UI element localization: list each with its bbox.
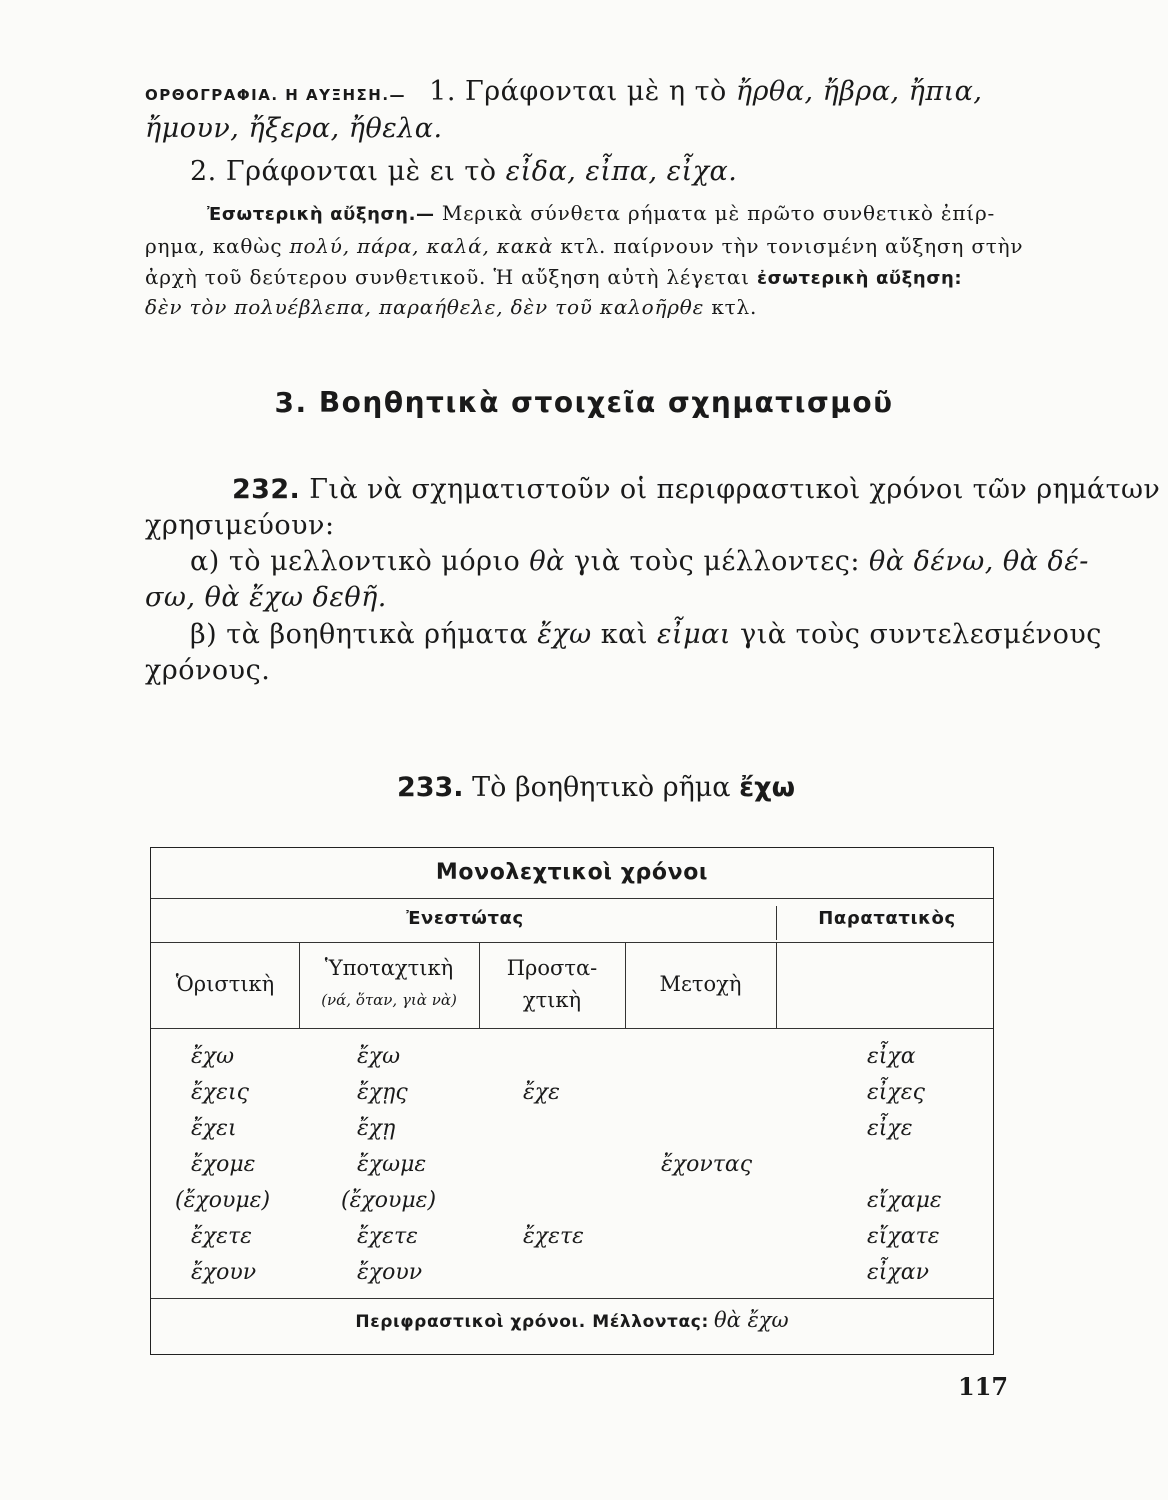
internal-line-2 <box>145 234 1024 258</box>
rule2-words: εἶδα, εἶπα, εἶχα. <box>505 156 738 187</box>
rule2-prefix: 2. Γράφονται μὲ ει τὸ <box>190 156 497 187</box>
internal-examples: δὲν τὸν πολυέβλεπα, παραήθελε, δὲν τοῦ καλοῆρθε <box>145 295 705 319</box>
p232-a-mid: γιὰ τοὺς μέλλοντες: <box>574 546 860 577</box>
conjugation-table <box>150 847 994 1355</box>
p232-number: 232. <box>232 474 301 505</box>
indicative-form: (ἔχουμε) <box>175 1188 271 1213</box>
table-title: Μονολεχτικοὶ χρόνοι <box>435 860 709 885</box>
col-imperative <box>479 952 625 1016</box>
page-number: 117 <box>958 1372 1009 1401</box>
p232-b-rest: γιὰ τοὺς συντελεσμένους <box>740 619 1102 650</box>
indicative-form: ἔχεις <box>191 1080 249 1105</box>
internal-line-3-a: ἀρχὴ τοῦ δεύτερου συνθετικοῦ. Ἡ αὔξηση αὐτὴ λέγεται <box>145 265 750 289</box>
p232-a-ex2: σω, θὰ ἔχω δεθῆ. <box>145 582 387 613</box>
p232-item-a <box>190 546 1089 577</box>
p233-verb: ἔχω <box>739 772 796 803</box>
col-subjunctive <box>299 952 479 1016</box>
col-imperative-line-1: Προστα- <box>506 956 598 980</box>
orthography-line-2 <box>190 156 1050 187</box>
imperfect-form: εἴχαμε <box>867 1188 942 1213</box>
participle-form: ἔχοντας <box>661 1152 753 1177</box>
table-rule-2 <box>151 942 993 943</box>
rule1-prefix: 1. Γράφονται μὲ η τὸ <box>429 76 727 107</box>
col-participle: Μετοχὴ <box>659 972 742 996</box>
footer-future-form: θὰ ἔχω <box>713 1308 789 1332</box>
internal-line-2-words: πολύ, πάρα, καλά, κακὰ <box>289 234 554 258</box>
subjunctive-form: ἔχετε <box>357 1224 418 1249</box>
subjunctive-form: ἔχω <box>357 1044 401 1069</box>
p232-a-ex1: θὰ δένω, θὰ δέ- <box>869 546 1089 577</box>
group-present: Ἐνεστώτας <box>406 908 524 929</box>
col-imperative-line-2: χτικὴ <box>522 988 582 1012</box>
orthography-heading: ΟΡΘΟΓΡΑΦΙΑ. Η ΑΥΞΗΣΗ.— <box>145 86 407 104</box>
footer-periphrastic: Περιφραστικοὶ χρόνοι. Μέλλοντας: <box>355 1312 709 1332</box>
col-divider-4 <box>776 942 777 1028</box>
internal-line-1 <box>207 201 1067 225</box>
internal-augment-term: Ἐσωτερικὴ αὔξηση.— <box>207 204 435 225</box>
p232-b-verb-1: ἔχω <box>537 619 592 650</box>
imperfect-form: εἶχε <box>867 1116 913 1141</box>
table-rule-1 <box>151 898 993 899</box>
internal-line-3-term: ἐσωτερικὴ αὔξηση: <box>757 268 963 289</box>
table-rule-3 <box>151 1028 993 1029</box>
internal-line-2-a: ρημα, καθὼς <box>145 234 283 258</box>
orthography-line-1 <box>145 76 1005 107</box>
table-rule-4 <box>151 1298 993 1299</box>
indicative-form: ἔχω <box>191 1044 235 1069</box>
p232-line-1-text: Γιὰ νὰ σχηματιστοῦν οἱ περιφραστικοὶ χρόνοι τῶν ρημάτων <box>309 474 1161 505</box>
indicative-form: ἔχομε <box>191 1152 256 1177</box>
imperfect-form: εἶχαν <box>867 1260 929 1285</box>
p233-number: 233. <box>396 772 464 803</box>
p232-b-prefix: β) τὰ βοηθητικὰ ρήματα <box>190 619 529 650</box>
subjunctive-form: ἔχουν <box>357 1260 423 1285</box>
indicative-form: ἔχει <box>191 1116 237 1141</box>
indicative-form: ἔχετε <box>191 1224 252 1249</box>
p232-line-1 <box>232 474 1161 505</box>
imperfect-form: εἶχες <box>867 1080 925 1105</box>
p232-b-line-2: χρόνους. <box>145 655 271 686</box>
p232-a-prefix: α) τὸ μελλοντικὸ μόριο <box>190 546 521 577</box>
p233-heading <box>0 772 1168 803</box>
internal-line-4 <box>145 295 1005 319</box>
subjunctive-form: (ἔχουμε) <box>341 1188 437 1213</box>
internal-line-2-b: κτλ. παίρνουν τὴν τονισμένη αὔξηση στὴν <box>560 234 1024 258</box>
subjunctive-form: ἔχῃς <box>357 1080 408 1105</box>
table-footer <box>151 1308 993 1332</box>
col-subjunctive-note: (νά, ὅταν, γιὰ νὰ) <box>321 991 457 1009</box>
group-imperfect: Παρατατικὸς <box>818 908 956 929</box>
internal-line-3 <box>145 265 1005 289</box>
p232-b-and: καὶ <box>600 619 648 650</box>
col-indicative: Ὁριστικὴ <box>175 972 275 996</box>
imperfect-form: εἶχα <box>867 1044 916 1069</box>
subjunctive-form: ἔχῃ <box>357 1116 396 1141</box>
section-3-title: 3. Βοηθητικὰ στοιχεῖα σχηματισμοῦ <box>274 386 894 419</box>
subjunctive-form: ἔχωμε <box>357 1152 427 1177</box>
p232-b-verb-2: εἶμαι <box>657 619 731 650</box>
imperative-form: ἔχε <box>523 1080 560 1105</box>
p232-item-b <box>190 619 1102 650</box>
indicative-form: ἔχουν <box>191 1260 257 1285</box>
p232-line-2: χρησιμεύουν: <box>145 510 335 541</box>
internal-line-4-end: κτλ. <box>711 295 758 319</box>
rule1-words-b: ἤμουν, ἤξερα, ἤθελα. <box>145 113 443 144</box>
rule1-words-a: ἤρθα, ἤβρα, ἤπια, <box>735 76 983 107</box>
col-subjunctive-label: Ὑποταχτικὴ <box>324 956 454 980</box>
p232-a-particle: θὰ <box>529 546 565 577</box>
imperfect-form: εἴχατε <box>867 1224 940 1249</box>
p233-title: Τὸ βοηθητικὸ ρῆμα <box>472 772 731 803</box>
group-divider <box>776 906 777 940</box>
imperative-form: ἔχετε <box>523 1224 584 1249</box>
internal-line-1-rest: Μερικὰ σύνθετα ρήματα μὲ πρῶτο συνθετικὸ ἐπίρ- <box>441 201 996 225</box>
